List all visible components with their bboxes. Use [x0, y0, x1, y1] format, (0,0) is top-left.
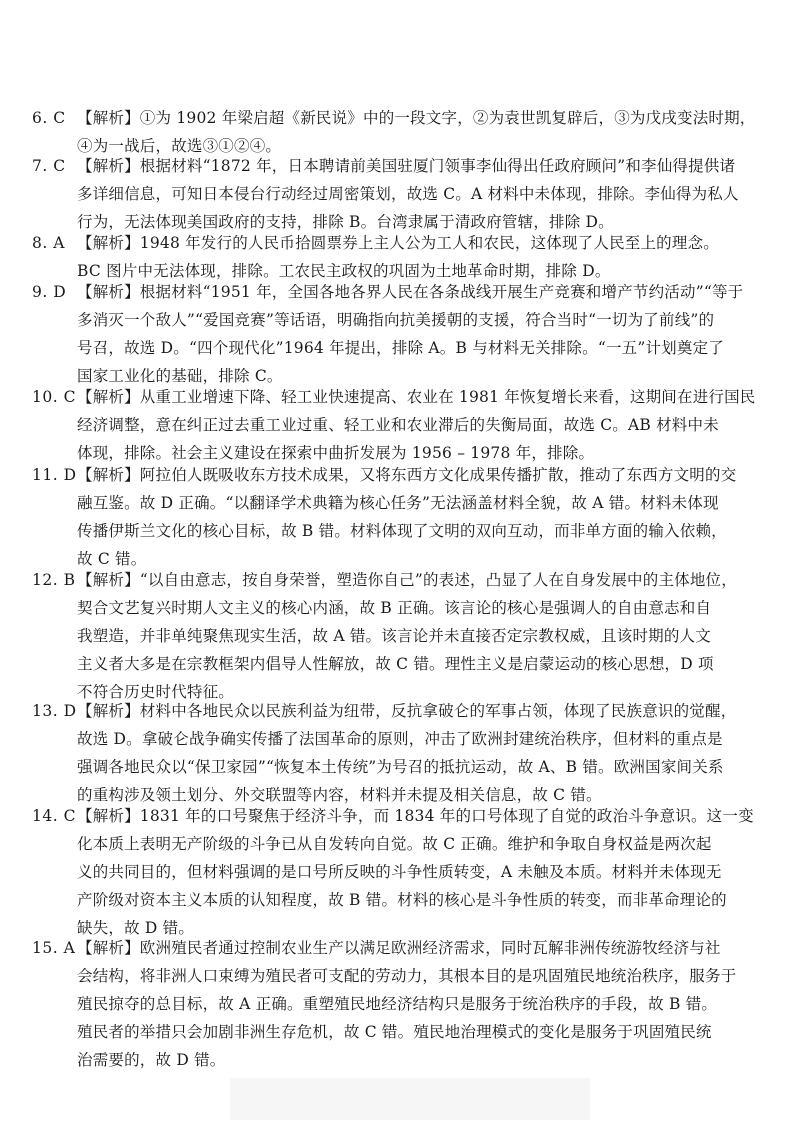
explanation-line: 【解析】①为 1902 年梁启超《新民说》中的一段文字，②为袁世凯复辟后，③为戊戌变法时期，	[77, 109, 756, 127]
explanation-line: BC 图片中无法体现，排除。工农民主政权的巩固为土地革命时期，排除 D。	[77, 262, 611, 280]
explanation-line: 故 C 错。	[77, 550, 147, 568]
explanation-line: 义的共同目的，但材料强调的是口号所反映的斗争性质转变，A 未触及本质。材料并未体现无	[77, 863, 722, 881]
explanation-line: 【解析】根据材料“1872 年，日本聘请前美国驻厦门领事李仙得出任政府顾问”和李仙得提供诸	[77, 157, 736, 175]
explanation-line: 经济调整，意在纠正过去重工业过重、轻工业和农业滞后的失衡局面，故选 C。AB 材料中未	[77, 416, 719, 434]
explanation-line: 多详细信息，可知日本侵台行动经过周密策划，故选 C。A 材料中未体现，排除。李仙得为私人	[77, 185, 739, 203]
answer-number: 11. D	[32, 466, 77, 484]
explanation-line: 强调各地民众以“保卫家园”“恢复本土传统”为号召的抵抗运动，故 A、B 错。欧洲国家间关系	[77, 758, 724, 776]
explanation-line: 治需要的，故 D 错。	[77, 1051, 226, 1069]
explanation-line: 殖民者的举措只会加剧非洲生存危机，故 C 错。殖民地治理模式的变化是服务于巩固殖民统	[77, 1023, 712, 1041]
answer-number: 8. A	[32, 234, 65, 252]
explanation-line: 多消灭一个敌人”“爱国竞赛”等话语，明确指向抗美援朝的支援，符合当时“一切为了前线”的	[77, 311, 715, 329]
explanation-line: 缺失，故 D 错。	[77, 919, 195, 937]
explanation-line: 【解析】欧洲殖民者通过控制农业生产以满足欧洲经济需求，同时瓦解非洲传统游牧经济与社	[77, 939, 721, 957]
explanation-line: 【解析】根据材料“1951 年，全国各地各界人民在各条战线开展生产竞赛和增产节约活动”“等于	[77, 283, 744, 301]
answer-number: 7. C	[32, 157, 66, 175]
explanation-line: 体现，排除。社会主义建设在探索中曲折发展为 1956 – 1978 年，排除。	[77, 444, 595, 462]
explanation-line: 不符合历史时代特征。	[77, 683, 235, 701]
answer-number: 9. D	[32, 283, 67, 301]
explanation-line: 传播伊斯兰文化的核心目标，故 B 错。材料体现了文明的双向互动，而非单方面的输入依赖，	[77, 522, 727, 540]
explanation-line: 行为，无法体现美国政府的支持，排除 B。台湾隶属于清政府管辖，排除 D。	[77, 213, 614, 231]
explanation-line: 会结构，将非洲人口束缚为殖民者可支配的劳动力，其根本目的是巩固殖民地统治秩序，服务于	[77, 967, 737, 985]
explanation-line: 化本质上表明无产阶级的斗争已从自发转向自觉。故 C 正确。维护和争取自身权益是两次起	[77, 835, 712, 853]
answer-number: 12. B	[32, 571, 76, 589]
explanation-line: 的重构涉及领土划分、外交联盟等内容，材料并未提及相关信息，故 C 错。	[77, 786, 602, 804]
explanation-line: 【解析】材料中各地民众以民族利益为纽带，反抗拿破仑的军事占领，体现了民族意识的觉醒，	[77, 702, 737, 720]
explanation-line: 号召，故选 D。“四个现代化”1964 年提出，排除 A。B 与材料无关排除。“一五”计划奠定了	[77, 339, 724, 357]
explanation-line: 国家工业化的基础，排除 C。	[77, 367, 283, 385]
explanation-line: 契合文艺复兴时期人文主义的核心内涵，故 B 正确。该言论的核心是强调人的自由意志和自	[77, 599, 712, 617]
explanation-line: 融互鉴。故 D 正确。“以翻译学术典籍为核心任务”无法涵盖材料全貌，故 A 错。材料未体现	[77, 494, 719, 512]
explanation-line: 【解析】1831 年的口号聚焦于经济斗争，而 1834 年的口号体现了自觉的政治斗争意识。这一变	[77, 807, 754, 825]
explanation-line: 【解析】“以自由意志，按自身荣誉，塑造你自己”的表述，凸显了人在自身发展中的主体地位，	[77, 571, 737, 589]
explanation-line: 【解析】从重工业增速下降、轻工业快速提高、农业在 1981 年恢复增长来看，这期间在进行国民	[77, 388, 756, 406]
explanation-line: 【解析】1948 年发行的人民币拾圆票券上主人公为工人和农民，这体现了人民至上的理念。	[77, 234, 719, 252]
explanation-line: 殖民掠夺的总目标，故 A 正确。重塑殖民地经济结构只是服务于统治秩序的手段，故 B 错。	[77, 995, 718, 1013]
explanation-line: 故选 D。拿破仑战争确实传播了法国革命的原则，冲击了欧洲封建统治秩序，但材料的重点是	[77, 730, 723, 748]
explanation-line: 我塑造，并非单纯聚焦现实生活，故 A 错。该言论并未直接否定宗教权威，且该时期的人文	[77, 627, 711, 645]
explanation-line: 主义者大多是在宗教框架内倡导人性解放，故 C 错。理性主义是启蒙运动的核心思想，D 项	[77, 655, 714, 673]
answer-number: 10. C	[32, 388, 76, 406]
explanation-line: 产阶级对资本主义本质的认知程度，故 B 错。材料的核心是斗争性质的转变，而非革命理论的	[77, 891, 727, 909]
answer-number: 14. C	[32, 807, 76, 825]
answer-number: 15. A	[32, 939, 76, 957]
explanation-line: ④为一战后，故选③①②④。	[77, 137, 282, 155]
answer-number: 6. C	[32, 109, 66, 127]
scan-smudge	[230, 1078, 590, 1120]
explanation-line: 【解析】阿拉伯人既吸收东方技术成果，又将东西方文化成果传播扩散，推动了东西方文明的交	[77, 466, 737, 484]
answer-number: 13. D	[32, 702, 77, 720]
